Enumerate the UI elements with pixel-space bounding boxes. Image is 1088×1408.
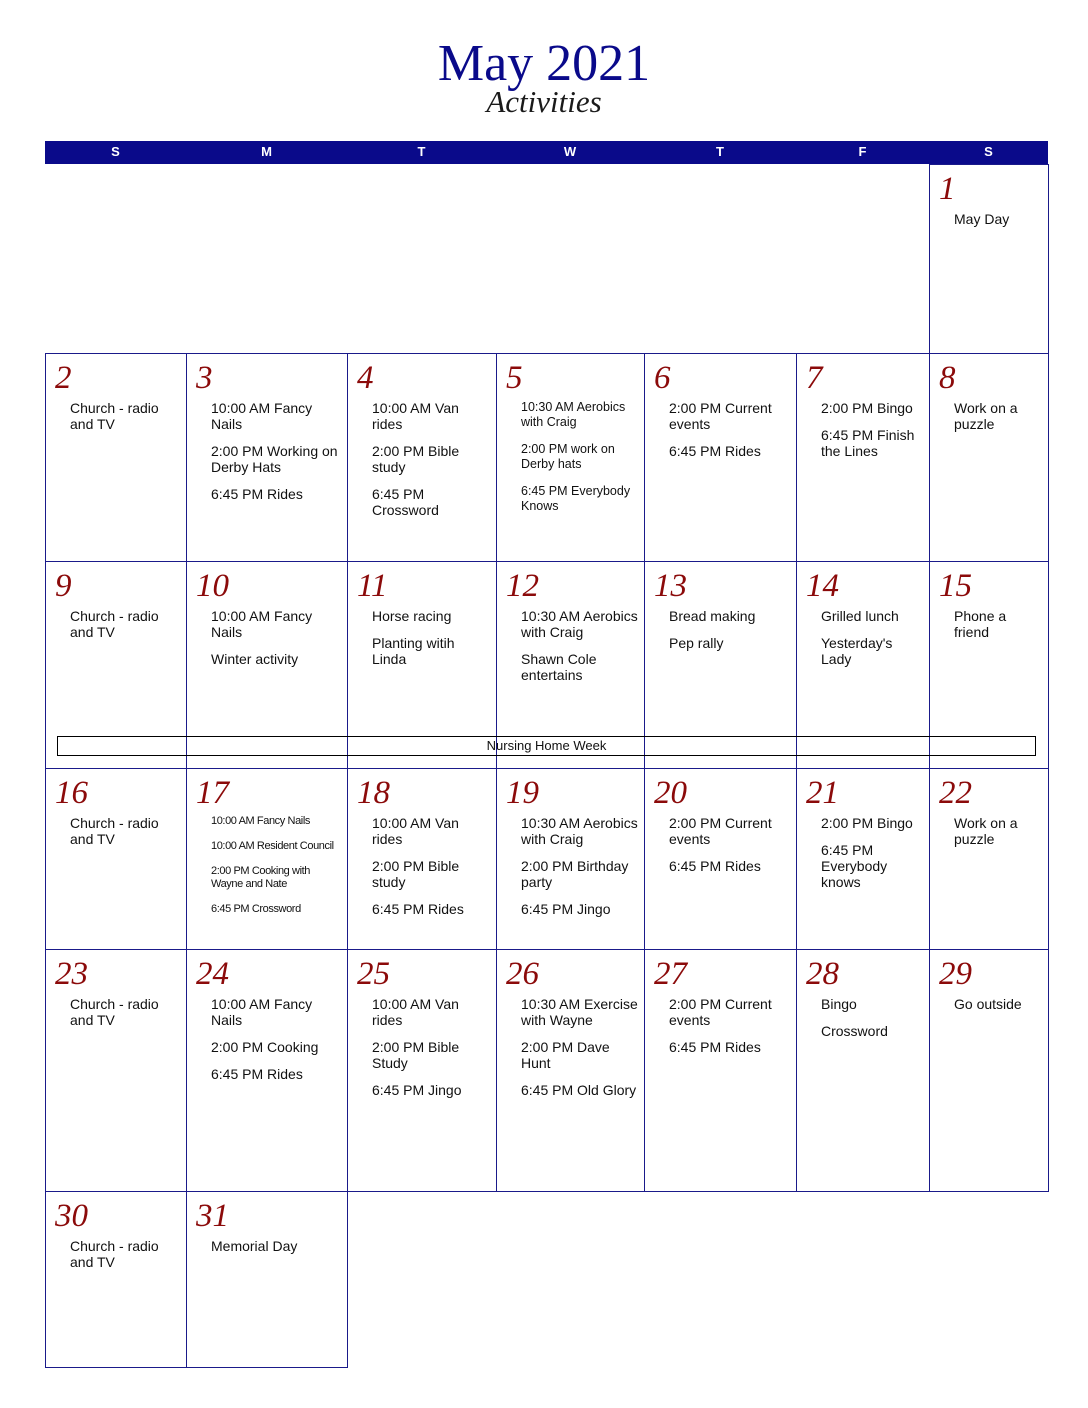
day-number: 19: [506, 775, 539, 811]
day-cell: [186, 949, 348, 1192]
weekday-label: S: [984, 144, 993, 159]
day-number: 10: [196, 568, 229, 604]
event-item: 2:00 PM Cooking: [211, 1039, 319, 1055]
event-item: 10:00 AM Van rides: [372, 996, 459, 1028]
day-cell: [496, 768, 645, 950]
day-cell: [186, 353, 348, 562]
event-item: 6:45 PM Crossword: [211, 903, 301, 915]
event-item: 10:30 AM Aerobics with Craig: [521, 400, 626, 429]
day-cell: [186, 768, 348, 950]
day-number: 12: [506, 568, 539, 604]
calendar-subtitle: Activities: [486, 84, 602, 119]
event-list: [372, 815, 492, 928]
event-item: Church - radio and TV: [70, 1238, 159, 1270]
event-item: Go outside: [954, 996, 1022, 1012]
event-item: 6:45 PM Rides: [669, 1039, 761, 1055]
event-item: Church - radio and TV: [70, 996, 159, 1028]
day-number: 1: [939, 171, 956, 207]
event-list: [669, 815, 792, 885]
day-cell: [45, 1191, 187, 1368]
event-item: Church - radio and TV: [70, 815, 159, 847]
event-item: 2:00 PM Bible Study: [372, 1039, 460, 1071]
weekday-label: W: [563, 144, 577, 159]
day-cell: [496, 353, 645, 562]
day-number: 7: [806, 360, 823, 396]
day-number: 28: [806, 956, 839, 992]
event-list: [954, 815, 1044, 858]
event-item: 10:30 AM Exercise with Wayne: [521, 996, 638, 1028]
event-item: Work on a puzzle: [954, 400, 1018, 432]
day-number: 13: [654, 568, 687, 604]
event-item: Planting witih Linda: [372, 635, 455, 667]
event-item: 2:00 PM Current events: [669, 996, 772, 1028]
event-list: [70, 1238, 182, 1281]
event-item: 10:00 AM Van rides: [372, 400, 459, 432]
day-number: 16: [55, 775, 88, 811]
event-item: 2:00 PM Birthday party: [521, 858, 629, 890]
day-number: 14: [806, 568, 839, 604]
weekday-label: F: [858, 144, 867, 159]
weekday-label: M: [261, 144, 272, 159]
event-list: [70, 996, 182, 1039]
event-item: 6:45 PM Jingo: [372, 1082, 462, 1098]
event-list: [521, 815, 640, 928]
event-item: 2:00 PM Bible study: [372, 443, 460, 475]
event-item: Bingo: [821, 996, 857, 1012]
day-cell: [347, 768, 497, 950]
event-item: 6:45 PM Rides: [211, 1066, 303, 1082]
day-cell: [45, 768, 187, 950]
event-list: [211, 996, 343, 1093]
day-number: 6: [654, 360, 671, 396]
event-item: 6:45 PM Crossword: [372, 486, 439, 518]
event-list: [211, 815, 343, 928]
day-cell: [796, 949, 930, 1192]
event-item: Winter activity: [211, 651, 299, 667]
event-list: [372, 400, 492, 529]
day-cell: [644, 768, 797, 950]
day-number: 5: [506, 360, 523, 396]
day-cell: [45, 949, 187, 1192]
event-item: 2:00 PM Cooking with Wayne and Nate: [211, 865, 310, 890]
event-list: [821, 996, 925, 1050]
day-number: 30: [55, 1198, 88, 1234]
event-item: 10:00 AM Fancy Nails: [211, 608, 313, 640]
weekday-label: T: [716, 144, 724, 159]
event-item: 2:00 PM Bingo: [821, 815, 913, 831]
event-item: 6:45 PM Rides: [669, 443, 761, 459]
day-number: 3: [196, 360, 213, 396]
event-list: [70, 400, 182, 443]
event-list: [821, 608, 925, 678]
event-list: [669, 400, 792, 470]
day-number: 21: [806, 775, 839, 811]
event-item: Phone a friend: [954, 608, 1007, 640]
event-item: 2:00 PM work on Derby hats: [521, 442, 615, 471]
event-item: Pep rally: [669, 635, 724, 651]
event-list: [954, 608, 1044, 651]
event-item: Crossword: [821, 1023, 888, 1039]
day-cell: [186, 1191, 348, 1368]
event-item: 2:00 PM Working on Derby Hats: [211, 443, 338, 475]
day-cell: [796, 768, 930, 950]
event-list: [954, 996, 1044, 1023]
event-item: 10:00 AM Fancy Nails: [211, 400, 313, 432]
day-cell: [644, 949, 797, 1192]
event-item: 10:30 AM Aerobics with Craig: [521, 608, 638, 640]
day-number: 29: [939, 956, 972, 992]
event-item: Bread making: [669, 608, 756, 624]
event-list: [70, 815, 182, 858]
event-item: 6:45 PM Everybody Knows: [521, 484, 631, 513]
day-cell: [929, 768, 1049, 950]
event-item: 10:30 AM Aerobics with Craig: [521, 815, 638, 847]
event-list: [211, 608, 343, 678]
day-cell: [347, 949, 497, 1192]
day-number: 2: [55, 360, 72, 396]
event-list: [669, 608, 792, 662]
day-number: 20: [654, 775, 687, 811]
event-list: [211, 400, 343, 513]
day-number: 8: [939, 360, 956, 396]
event-list: [372, 608, 492, 678]
event-item: 2:00 PM Dave Hunt: [521, 1039, 610, 1071]
event-list: [521, 400, 640, 526]
day-cell: [929, 164, 1049, 354]
day-cell: [644, 353, 797, 562]
day-number: 27: [654, 956, 687, 992]
day-number: 31: [196, 1198, 229, 1234]
calendar-title: May 2021: [437, 35, 651, 92]
event-item: 6:45 PM Rides: [669, 858, 761, 874]
event-item: Church - radio and TV: [70, 608, 159, 640]
day-number: 18: [357, 775, 390, 811]
event-item: Horse racing: [372, 608, 452, 624]
event-item: 6:45 PM Everybody knows: [821, 842, 888, 890]
event-list: [669, 996, 792, 1066]
day-cell: [796, 353, 930, 562]
day-cell: [929, 949, 1049, 1192]
day-number: 4: [357, 360, 374, 396]
day-number: 25: [357, 956, 390, 992]
day-number: 15: [939, 568, 972, 604]
event-list: [521, 608, 640, 694]
event-item: 2:00 PM Current events: [669, 400, 772, 432]
event-item: 6:45 PM Rides: [372, 901, 464, 917]
weekday-label: S: [111, 144, 120, 159]
event-item: 2:00 PM Current events: [669, 815, 772, 847]
event-item: Yesterday's Lady: [821, 635, 893, 667]
weekday-label: T: [417, 144, 426, 159]
event-item: Memorial Day: [211, 1238, 298, 1254]
event-list: [372, 996, 492, 1109]
event-item: Shawn Cole entertains: [521, 651, 597, 683]
day-number: 26: [506, 956, 539, 992]
event-item: 6:45 PM Old Glory: [521, 1082, 637, 1098]
event-list: [521, 996, 640, 1109]
day-cell: [929, 353, 1049, 562]
event-item: Grilled lunch: [821, 608, 899, 624]
event-item: 2:00 PM Bible study: [372, 858, 460, 890]
day-number: 11: [357, 568, 388, 604]
day-number: 17: [196, 775, 229, 811]
day-number: 9: [55, 568, 72, 604]
event-list: [70, 608, 182, 651]
event-list: [211, 1238, 343, 1265]
day-number: 23: [55, 956, 88, 992]
weekday-header: [45, 141, 1048, 164]
event-item: 2:00 PM Bingo: [821, 400, 913, 416]
event-item: 10:00 AM Resident Council: [211, 840, 334, 852]
day-number: 22: [939, 775, 972, 811]
event-item: 10:00 AM Van rides: [372, 815, 459, 847]
event-item: 6:45 PM Jingo: [521, 901, 611, 917]
day-cell: [45, 353, 187, 562]
event-item: 10:00 AM Fancy Nails: [211, 815, 310, 827]
event-item: 10:00 AM Fancy Nails: [211, 996, 313, 1028]
event-list: [821, 400, 925, 470]
event-list: [954, 400, 1044, 443]
event-list: [954, 211, 1044, 238]
event-item: 6:45 PM Finish the Lines: [821, 427, 915, 459]
event-list: [821, 815, 925, 901]
event-item: May Day: [954, 211, 1010, 227]
day-cell: [347, 353, 497, 562]
event-item: 6:45 PM Rides: [211, 486, 303, 502]
event-item: Church - radio and TV: [70, 400, 159, 432]
nursing-home-week-banner: Nursing Home Week: [57, 736, 1036, 756]
day-number: 24: [196, 956, 229, 992]
event-item: Work on a puzzle: [954, 815, 1018, 847]
day-cell: [496, 949, 645, 1192]
